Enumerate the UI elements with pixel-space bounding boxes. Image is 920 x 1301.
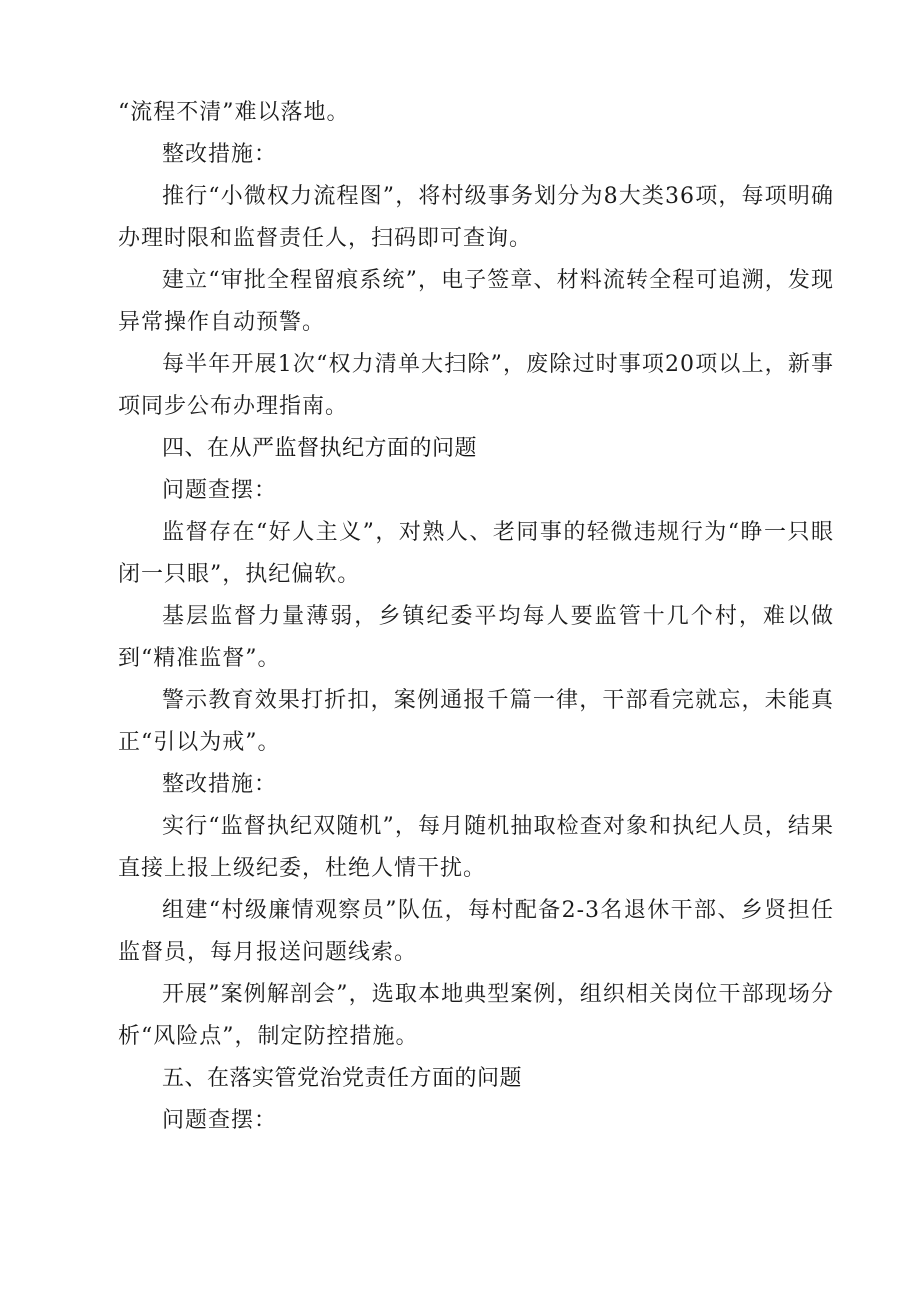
paragraph-label-problems: 问题查摆： [162, 1108, 278, 1133]
document-body [118, 92, 834, 1142]
paragraph-label-problems: 问题查摆： [162, 478, 278, 503]
paragraph: 组建“村级廉情观察员”队伍，每村配备2-3名退休干部、乡贤担任监督员，每月报送问题线索。 [118, 898, 834, 965]
paragraph: 每半年开展1次“权力清单大扫除”，废除过时事项20项以上，新事项同步公布办理指南。 [118, 352, 834, 419]
paragraph: “流程不清”难以落地。 [118, 100, 350, 125]
paragraph: 推行“小微权力流程图”，将村级事务划分为8大类36项，每项明确办理时限和监督责任人，扫码即可查询。 [118, 184, 834, 251]
paragraph-label-rectification: 整改措施： [162, 772, 278, 797]
paragraph: 基层监督力量薄弱，乡镇纪委平均每人要监管十几个村，难以做到“精准监督”。 [118, 604, 834, 671]
paragraph-label-rectification: 整改措施： [162, 142, 278, 167]
section-heading-5: 五、在落实管党治党责任方面的问题 [162, 1066, 523, 1091]
section-heading-4: 四、在从严监督执纪方面的问题 [162, 436, 478, 461]
paragraph: 警示教育效果打折扣，案例通报千篇一律，干部看完就忘，未能真正“引以为戒”。 [118, 688, 834, 755]
paragraph: 监督存在“好人主义”，对熟人、老同事的轻微违规行为“睁一只眼闭一只眼”，执纪偏软。 [118, 520, 834, 587]
paragraph: 开展”案例解剖会”，选取本地典型案例，组织相关岗位干部现场分析“风险点”，制定防控措施。 [118, 982, 834, 1049]
paragraph: 建立“审批全程留痕系统”，电子签章、材料流转全程可追溯，发现异常操作自动预警。 [118, 268, 834, 335]
paragraph: 实行“监督执纪双随机”，每月随机抽取检查对象和执纪人员，结果直接上报上级纪委，杜绝人情干扰。 [118, 814, 834, 881]
